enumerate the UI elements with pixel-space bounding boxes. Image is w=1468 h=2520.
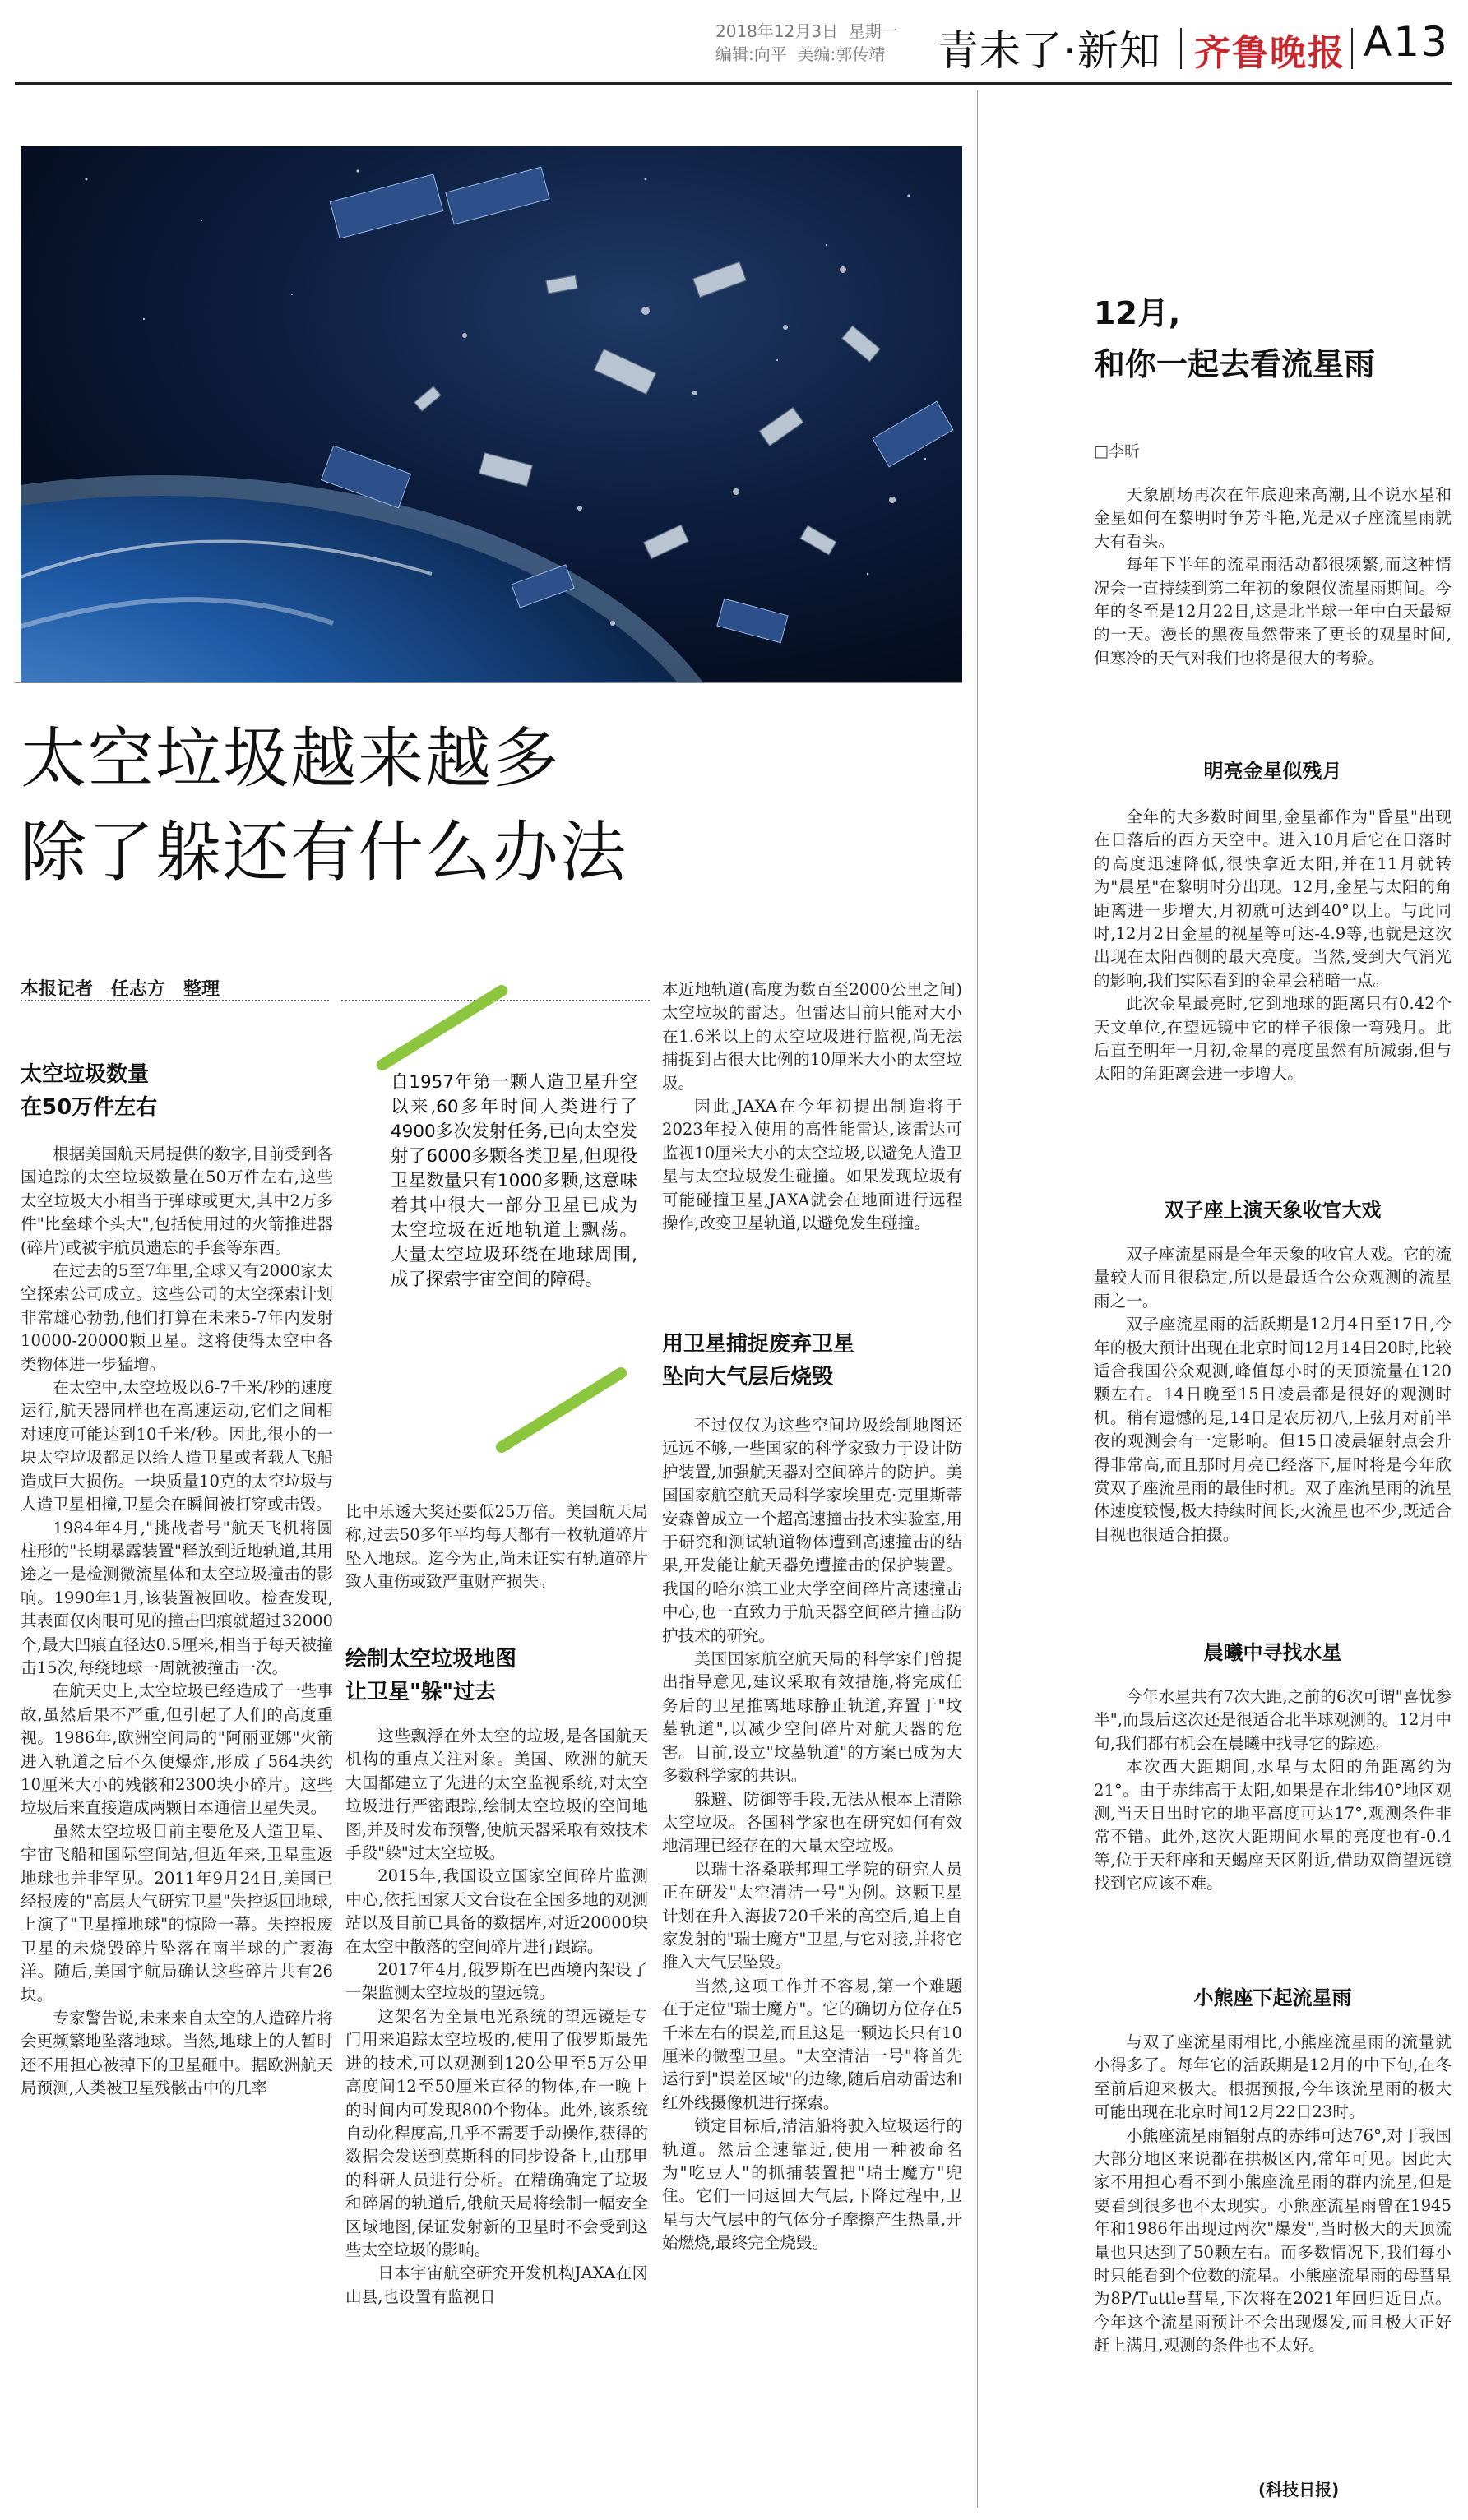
right-section-mercury: 今年水星共有7次大距,之前的6次可谓"喜忧参半",而最后这次还是很适合北半球观测的。12月中旬,我们都有机会在晨曦中找寻它的踪迹。 本次西大距期间,水星与太阳的角距离约为21°。由于赤纬高于太阳,如果是在北纬40°地区观测,当天日出时它的地平高度可达17°,观测条件非常不错。此外,这次大距期间水星的亮度也有-0.4等,位于天秤座和天蝎座天区附近,借助双筒望远镜找到它应该不难。 — [1094, 1687, 1452, 1893]
right-subheading-mercury: 晨曦中寻找水星 — [1203, 1641, 1342, 1664]
pull-quote-accent-bottom — [493, 1365, 629, 1455]
article-column-2: 这些飘浮在外太空的垃圾,是各国航天机构的重点关注对象。美国、欧洲的航天大国都建立了先进的太空监视系统,对太空垃圾进行严密跟踪,绘制太空垃圾的空间地图,并及时发布预警,使航天器采取有效技术手段"躲"过太空垃圾。 2015年,我国设立国家空间碎片监测中心,依托国家天文台设在全国多地的观测站以及目前已具备的数据库,对近20000块在太空中散落的空间碎片进行跟踪。 2017年4月,俄罗斯在巴西境内架设了一架监测太空垃圾的望远镜。 这架名为全景电光系统的望远镜是专门用来追踪太空垃圾的,使用了俄罗斯最先进的技术,可以观测到120公里至5万公里高度间12至50厘米直径的物体,在一晚上的时间内可发现800个物体。此外,该系统自动化程度高,几乎不需要手动操作,获得的数据会发送到莫斯科的同步设备上,由那里的科研人员进行分析。在精确确定了垃圾和碎屑的轨道后,俄航天局将绘制一幅安全区域地图,保证发射新的卫星时不会受到这些太空垃圾的影响。 日本宇宙航空研究开发机构JAXA在冈山县,也设置有监视日 — [345, 1727, 648, 2306]
article-column-3: 不过仅仅为这些空间垃圾绘制地图还远远不够,一些国家的科学家致力于设计防护装置,加强航天器对空间碎片的防护。美国国家航空航天局科学家埃里克·克里斯蒂安森曾成立一个超高速撞击技术实验室,用于研究和测试轨道物体遭到高速撞击的结果,开发能让航天器免遭撞击的保护装置。我国的哈尔滨工业大学空间碎片高速撞击中心,也一直致力于航天器空间碎片撞击防护技术的研究。 美国国家航空航天局的科学家们曾提出指导意见,建议采取有效措施,将完成任务后的卫星推离地球静止轨道,弃置于"坟墓轨道",以减少空间碎片对航天器的危害。目前,设立"坟墓轨道"的方案已成为大多数科学家的共识。 躲避、防御等手段,无法从根本上清除太空垃圾。各国科学家也在研究如何有效地清理已经存在的大量太空垃圾。 以瑞士洛桑联邦理工学院的研究人员正在研发"太空清洁一号"为例。这颗卫星计划在升入海拔720千米的高空后,追上自家发射的"瑞士魔方"卫星,与它对接,并将它推入大气层坠毁。 当然,这项工作并不容易,第一个难题在于定位"瑞士魔方"。它的确切方位存在5千米左右的误差,而且这是一颗边长只有10厘米的微型卫星。"太空清洁一号"将首先运行到"误差区域"的边缘,随后启动雷达和红外线摄像机进行探索。 锁定目标后,清洁船将驶入垃圾运行的轨道。然后全速靠近,使用一种被命名为"吃豆人"的抓捕装置把"瑞士魔方"兜住。它们一同返回大气层,下降过程中,卫星与大气层中的气体分子摩擦产生热量,开始燃烧,最终完全烧毁。 — [662, 1416, 962, 2253]
source-credit: (科技日报) — [1258, 2480, 1340, 2499]
right-subheading-ursids: 小熊座下起流星雨 — [1193, 1986, 1352, 2009]
article-column-1: 根据美国航天局提供的数字,目前受到各国追踪的太空垃圾数量在50万件左右,这些太空垃圾大小相当于弹球或更大,其中2万多件"比垒球个头大",包括使用过的火箭推进器(碎片)或被宇航员遗忘的手套等东西。 在过去的5至7年里,全球又有2000家太空探索公司成立。这些公司的太空探索计划非常雄心勃勃,他们打算在未来5-7年内发射10000-20000颗卫星。这将使得太空中各类物体进一步猛增。 在太空中,太空垃圾以6-7千米/秒的速度运行,航天器同样也在高速运动,它们之间相对速度可能达到10千米/秒。因此,很小的一块太空垃圾都足以给人造卫星或者载人飞船造成巨大损伤。一块质量10克的太空垃圾与人造卫星相撞,卫星会在瞬间被打穿或击毁。 1984年4月,"挑战者号"航天飞机将圆柱形的"长期暴露装置"释放到近地轨道,其用途之一是检测微流星体和太空垃圾撞击的影响。1990年1月,该装置被回收。检查发现,其表面仅肉眼可见的撞击凹痕就超过32000个,最大凹痕直径达0.5厘米,相当于每天被撞击15次,每绕地球一周就被撞击一次。 在航天史上,太空垃圾已经造成了一些事故,虽然后果不严重,但引起了人们的高度重视。1986年,欧洲空间局的"阿丽亚娜"火箭进入轨道之后不久便爆炸,形成了564块约10厘米大小的残骸和2300块小碎片。这些垃圾后来直接造成两颗日本通信卫星失灵。 虽然太空垃圾目前主要危及人造卫星、宇宙飞船和国际空间站,但近年来,卫星重返地球也并非罕见。2011年9月24日,美国已经报废的"高层大气研究卫星"失控返回地球,上演了"卫星撞地球"的惊险一幕。失控报废卫星的未烧毁碎片坠落在南半球的广袤海洋。随后,美国宇航局确认这些碎片共有26块。 专家警告说,未来来自太空的人造碎片将会更频繁地坠落地球。当然,地球上的人暂时还不用担心被掉下的卫星砸中。据欧洲航天局预测,人类被卫星残骸击中的几率 — [21, 1144, 333, 2098]
pull-quote-accent-top — [374, 983, 510, 1073]
article-column-2-top: 比中乐透大奖还要低25万倍。美国航天局称,过去50多年平均每天都有一枚轨道碎片坠入地球。迄今为止,尚未证实有轨道碎片致人重伤或致严重财产损失。 — [345, 1502, 648, 1592]
pull-quote: 自1957年第一颗人造卫星升空以来,60多年时间人类进行了4900多次发射任务,已向太空发射了6000多颗各类卫星,但现役卫星数量只有1000多颗,这意味着其中很大一部分卫星已成为太空垃圾在近地轨道上飘荡。大量太空垃圾环绕在地球周围,成了探索宇宙空间的障碍。 — [391, 1072, 637, 1290]
satellite-debris-image — [21, 146, 962, 683]
right-section-venus: 全年的大多数时间里,金星都作为"昏星"出现在日落后的西方天空中。进入10月后它在日落时的高度迅速降低,很快拿近太阳,并在11月就转为"晨星"在黎明时分出现。12月,金星与太阳的角距离进一步增大,月初就可达到40°以上。与此同时,12月2日金星的视星等可达-4.9等,也就是这次出现在太阳西侧的最大亮度。当然,受到大气消光的影响,我们实际看到的金星会稍暗一点。 此次金星最亮时,它到地球的距离只有0.42个天文单位,在望远镜中它的样子很像一弯残月。此后直至明年一月初,金星的亮度虽然有所减弱,但与太阳的角距离会进一步增大。 — [1094, 807, 1452, 1084]
right-subheading-venus: 明亮金星似残月 — [1203, 760, 1342, 783]
headline-line2: 除了躲还有什么办法 — [21, 814, 627, 890]
section-title: 青未了·新知 — [938, 27, 1161, 75]
right-article-title: 12月, 和你一起去看流星雨 — [1094, 295, 1376, 382]
right-intro: 天象剧场再次在年底迎来高潮,且不说水星和金星如何在黎明时争芳斗艳,光是双子座流星雨就大有看头。 每年下半年的流星雨活动都很频繁,而这种情况会一直持续到第二年初的象限仪流星雨期间。今年的冬至是12月22日,这是北半球一年中白天最短的一天。漫长的黑夜虽然带来了更长的观星时间,但寒冷的天气对我们也将是很大的考验。 — [1094, 485, 1452, 668]
right-section-ursids: 与双子座流星雨相比,小熊座流星雨的流量就小得多了。每年它的活跃期是12月的中下旬,在冬至前后迎来极大。根据预报,今年该流星雨的极大可能出现在北京时间12月22日23时。 小熊座流星雨辐射点的赤纬可达76°,对于我国大部分地区来说都在拱极区内,常年可见。因此大家不用担心看不到小熊座流星雨的群内流星,但是要看到很多也不太现实。小熊座流星雨曾在1945年和1986年出现过两次"爆发",当时极大的天顶流量也只达到了50颗左右。而多数情况下,我们每小时只能看到个位数的流星。小熊座流星雨的母彗星为8P/Tuttle彗星,下次将在2021年回归近日点。今年这个流星雨预计不会出现爆发,而且极大正好赶上满月,观测的条件也不太好。 — [1094, 2032, 1452, 2356]
subheading-1: 太空垃圾数量 在50万件左右 — [21, 1062, 158, 1120]
right-author: □李昕 — [1094, 442, 1140, 460]
header-editors: 编辑:向平 美编:郭传靖 — [715, 44, 886, 64]
headline-line1: 太空垃圾越来越多 — [21, 720, 560, 797]
paper-logo: 齐鲁晚报 — [1194, 32, 1345, 74]
subheading-2: 绘制太空垃圾地图 让卫星"躲"过去 — [345, 1647, 517, 1704]
byline: 本报记者 任志方 整理 — [21, 979, 220, 1000]
page-number: A13 — [1364, 18, 1449, 66]
subheading-3: 用卫星捕捉废弃卫星 坠向大气层后烧毁 — [662, 1332, 855, 1389]
header-rule — [15, 82, 1452, 85]
right-subheading-geminids: 双子座上演天象收官大戏 — [1164, 1199, 1382, 1222]
header-date: 2018年12月3日 星期一 — [715, 21, 898, 41]
article-column-3-top: 本近地轨道(高度为数百至2000公里之间)太空垃圾的雷达。但雷达目前只能对大小在1.6米以上的太空垃圾进行监视,尚无法捕捉到占很大比例的10厘米大小的太空垃圾。 因此,JAXA在今年初提出制造将于2023年投入使用的高性能雷达,该雷达可监视10厘米大小的太空垃圾,以避免人造卫星与太空垃圾发生碰撞。如果发现垃圾有可能碰撞卫星,JAXA就会在地面进行远程操作,改变卫星轨道,以避免发生碰撞。 — [662, 980, 962, 1233]
right-section-geminids: 双子座流星雨是全年天象的收官大戏。它的流量较大而且很稳定,所以是最适合公众观测的流星雨之一。 双子座流星雨的活跃期是12月4日至17日,今年的极大预计出现在北京时间12月14日20时,比较适合我国公众观测,峰值每小时的天顶流量在120颗左右。14日晚至15日凌晨都是很好的观测时机。稍有遗憾的是,14日是农历初八,上弦月对前半夜的观测会有一定影响。但15日凌晨辐射点会升得非常高,而且那时月亮已经落下,届时将是今年欣赏双子座流星雨的最佳时机。双子座流星雨的流星体速度较慢,极大持续时间长,火流星也不少,既适合目视也很适合拍摄。 — [1094, 1245, 1452, 1544]
